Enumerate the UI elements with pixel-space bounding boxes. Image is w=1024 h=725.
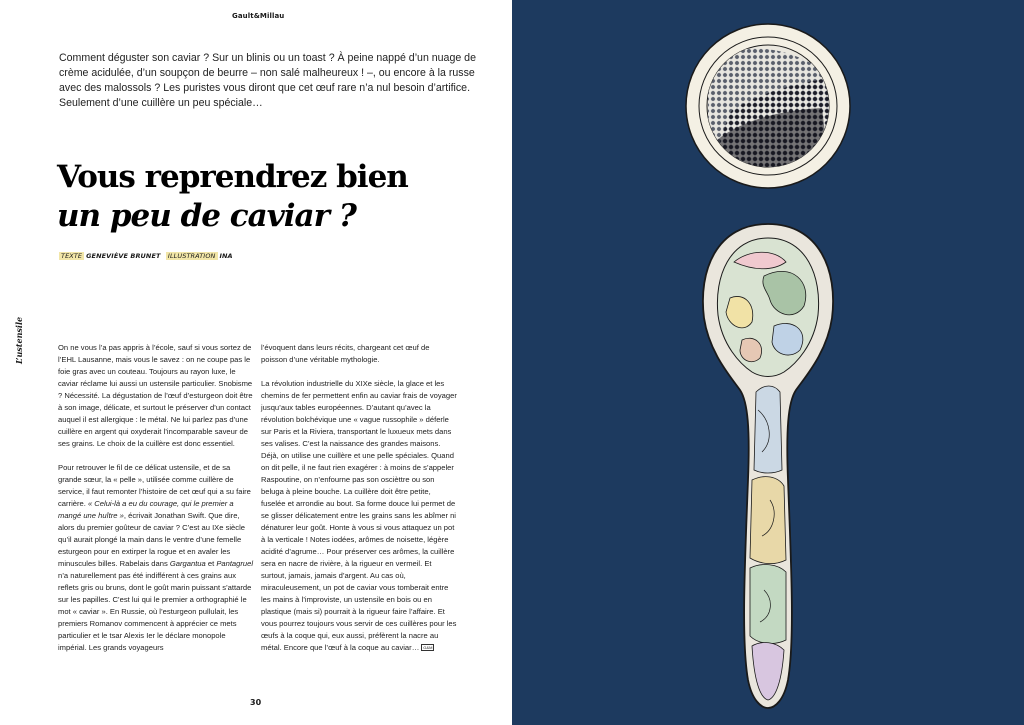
page-number: 30: [250, 698, 262, 707]
body-paragraph: l’évoquent dans leurs récits, chargeant cet œuf de poisson d’une véritable mythologie.: [261, 343, 430, 364]
illustration-panel: [512, 0, 1024, 725]
credit-illustration-label: ILLUSTRATION: [167, 252, 216, 260]
caviar-illustration: [512, 0, 1024, 725]
credit-text-label: TEXTE: [61, 252, 83, 260]
body-text: et: [205, 559, 217, 568]
body-text: , écrivait Jonathan Swift. Que dire, alors du premier goûteur de caviar ? C’est au IXe siècle qu’il aurait plongé la main dans le ventre d’une femelle esturgeon pour en extirper la rogue et en avaler les minuscules billes. Rabelais dans: [58, 511, 245, 568]
intro-paragraph: Comment déguster son caviar ? Sur un blinis ou un toast ? À peine nappé d’un nuage de crème acidulée, d’un soupçon de beurre – non salé malheureux ! –, ou encore à la russe avec des malossols ? Les puristes vous diront que cet œuf rare n’a nul besoin d’artifice. Seulement d’une cuillère un peu spéciale…: [59, 52, 476, 109]
credit-author: GENEVIÈVE BRUNET: [86, 252, 161, 260]
book-title: Gargantua: [169, 559, 206, 568]
credit-illustrator: INA: [219, 252, 233, 260]
end-mark-icon: G&M: [423, 645, 433, 650]
caviar-spoon: [703, 224, 833, 708]
body-text: Pour retrouver le fil de ce délicat ustensile, et de sa grande sœur, la « pelle », utilisée comme cuillère de service, il faut remonter l’histoire de cet œuf qui a su faire carrière.: [58, 463, 251, 508]
headline-line-2: un peu de caviar ?: [57, 198, 356, 234]
body-column-2: [261, 342, 457, 666]
body-paragraph: [58, 462, 254, 654]
credits: [59, 252, 236, 260]
headline-line-1: Vous reprendrez bien: [57, 159, 408, 195]
body-paragraph: [261, 378, 457, 654]
body-text: La révolution industrielle du XIXe siècle, la glace et les chemins de fer permettent enfin au caviar frais de voyager jusqu’aux tables européennes. D’autant qu’avec la révolution bolchévique une « vague russophile » déferle sur Paris et la Riviera, transportant le luxueux mets dans ses valises. C’est la naissance des grandes maisons. Déjà, on utilise une cuillère et une pelle spéciales. Quand on dit pelle, il ne faut rien exagérer : à moins de s’appeler Raspoutine, on n’enfourne pas son oscièttre ou son beluga à pleine bouche. La cuillère doit être petite, fuselée et arrondie au bout. Sa forme douce lui permet de se glisser délicatement entre les grains sans les abîmer ni dénaturer leur goût. Honte à vous si vous attaquez un pot à la verticale ! Notes iodées, arômes de noisette, légère acidité d’agrume… Pour préserver ces arômes, la cuillère sera en nacre de rivière, à la rigueur en vermeil. Et surtout, jamais, jamais d’argent. Au cas où, miraculeusement, un pot de caviar vous tomberait entre les mains à l’improviste, un ustensile en bois ou en plastique (mais si) pourrait à la rigueur faire l’affaire. Et vous pourrez toujours vous servir de ces cuillères pour les œufs à la coque qui, eux aussi, préfèrent la nacre au métal. Encore que l’œuf à la coque au caviar…: [261, 379, 457, 652]
caviar-tin: [686, 24, 850, 188]
book-title: Pantagruel: [216, 559, 254, 568]
section-label: L’ustensile: [14, 316, 24, 364]
body-paragraph: On ne vous l’a pas appris à l’école, sauf si vous sortez de l’EHL Lausanne, mais vous le savez : on ne coupe pas le foie gras avec un couteau. Toujours au rayon luxe, le caviar réclame lui aussi un ustensile particulier. Snobisme ? Nécessité. La dégustation de l’œuf d’esturgeon doit être à son image, délicate, et surtout le préserver d’un contact auquel il est allergique : le métal. Ne lui parlez pas d’une cuillère en argent qui oxyderait l’incomparable saveur de ses grains. Le choix de la cuillère est donc essentiel.: [58, 343, 253, 448]
body-text: n’a naturellement pas été indifférent à ces grains aux reflets gris ou bruns, dont le goût marin puissant s’attarde sur les papilles. C’est lui qui le premier a orthographié le mot « caviar ». En Russie, où l’esturgeon pullulait, les premiers Romanov commencent à apprécier ce mets particulier et le tsar Alexis Ier le déclare monopole impérial. Les grands voyageurs: [58, 571, 252, 652]
body-column-1: [58, 342, 254, 666]
headline: [57, 158, 477, 236]
swift-quote: « Celui-là a eu du courage, qui le premier a mangé une huître »: [58, 499, 234, 520]
magazine-brand: Gault&Millau: [232, 12, 285, 20]
